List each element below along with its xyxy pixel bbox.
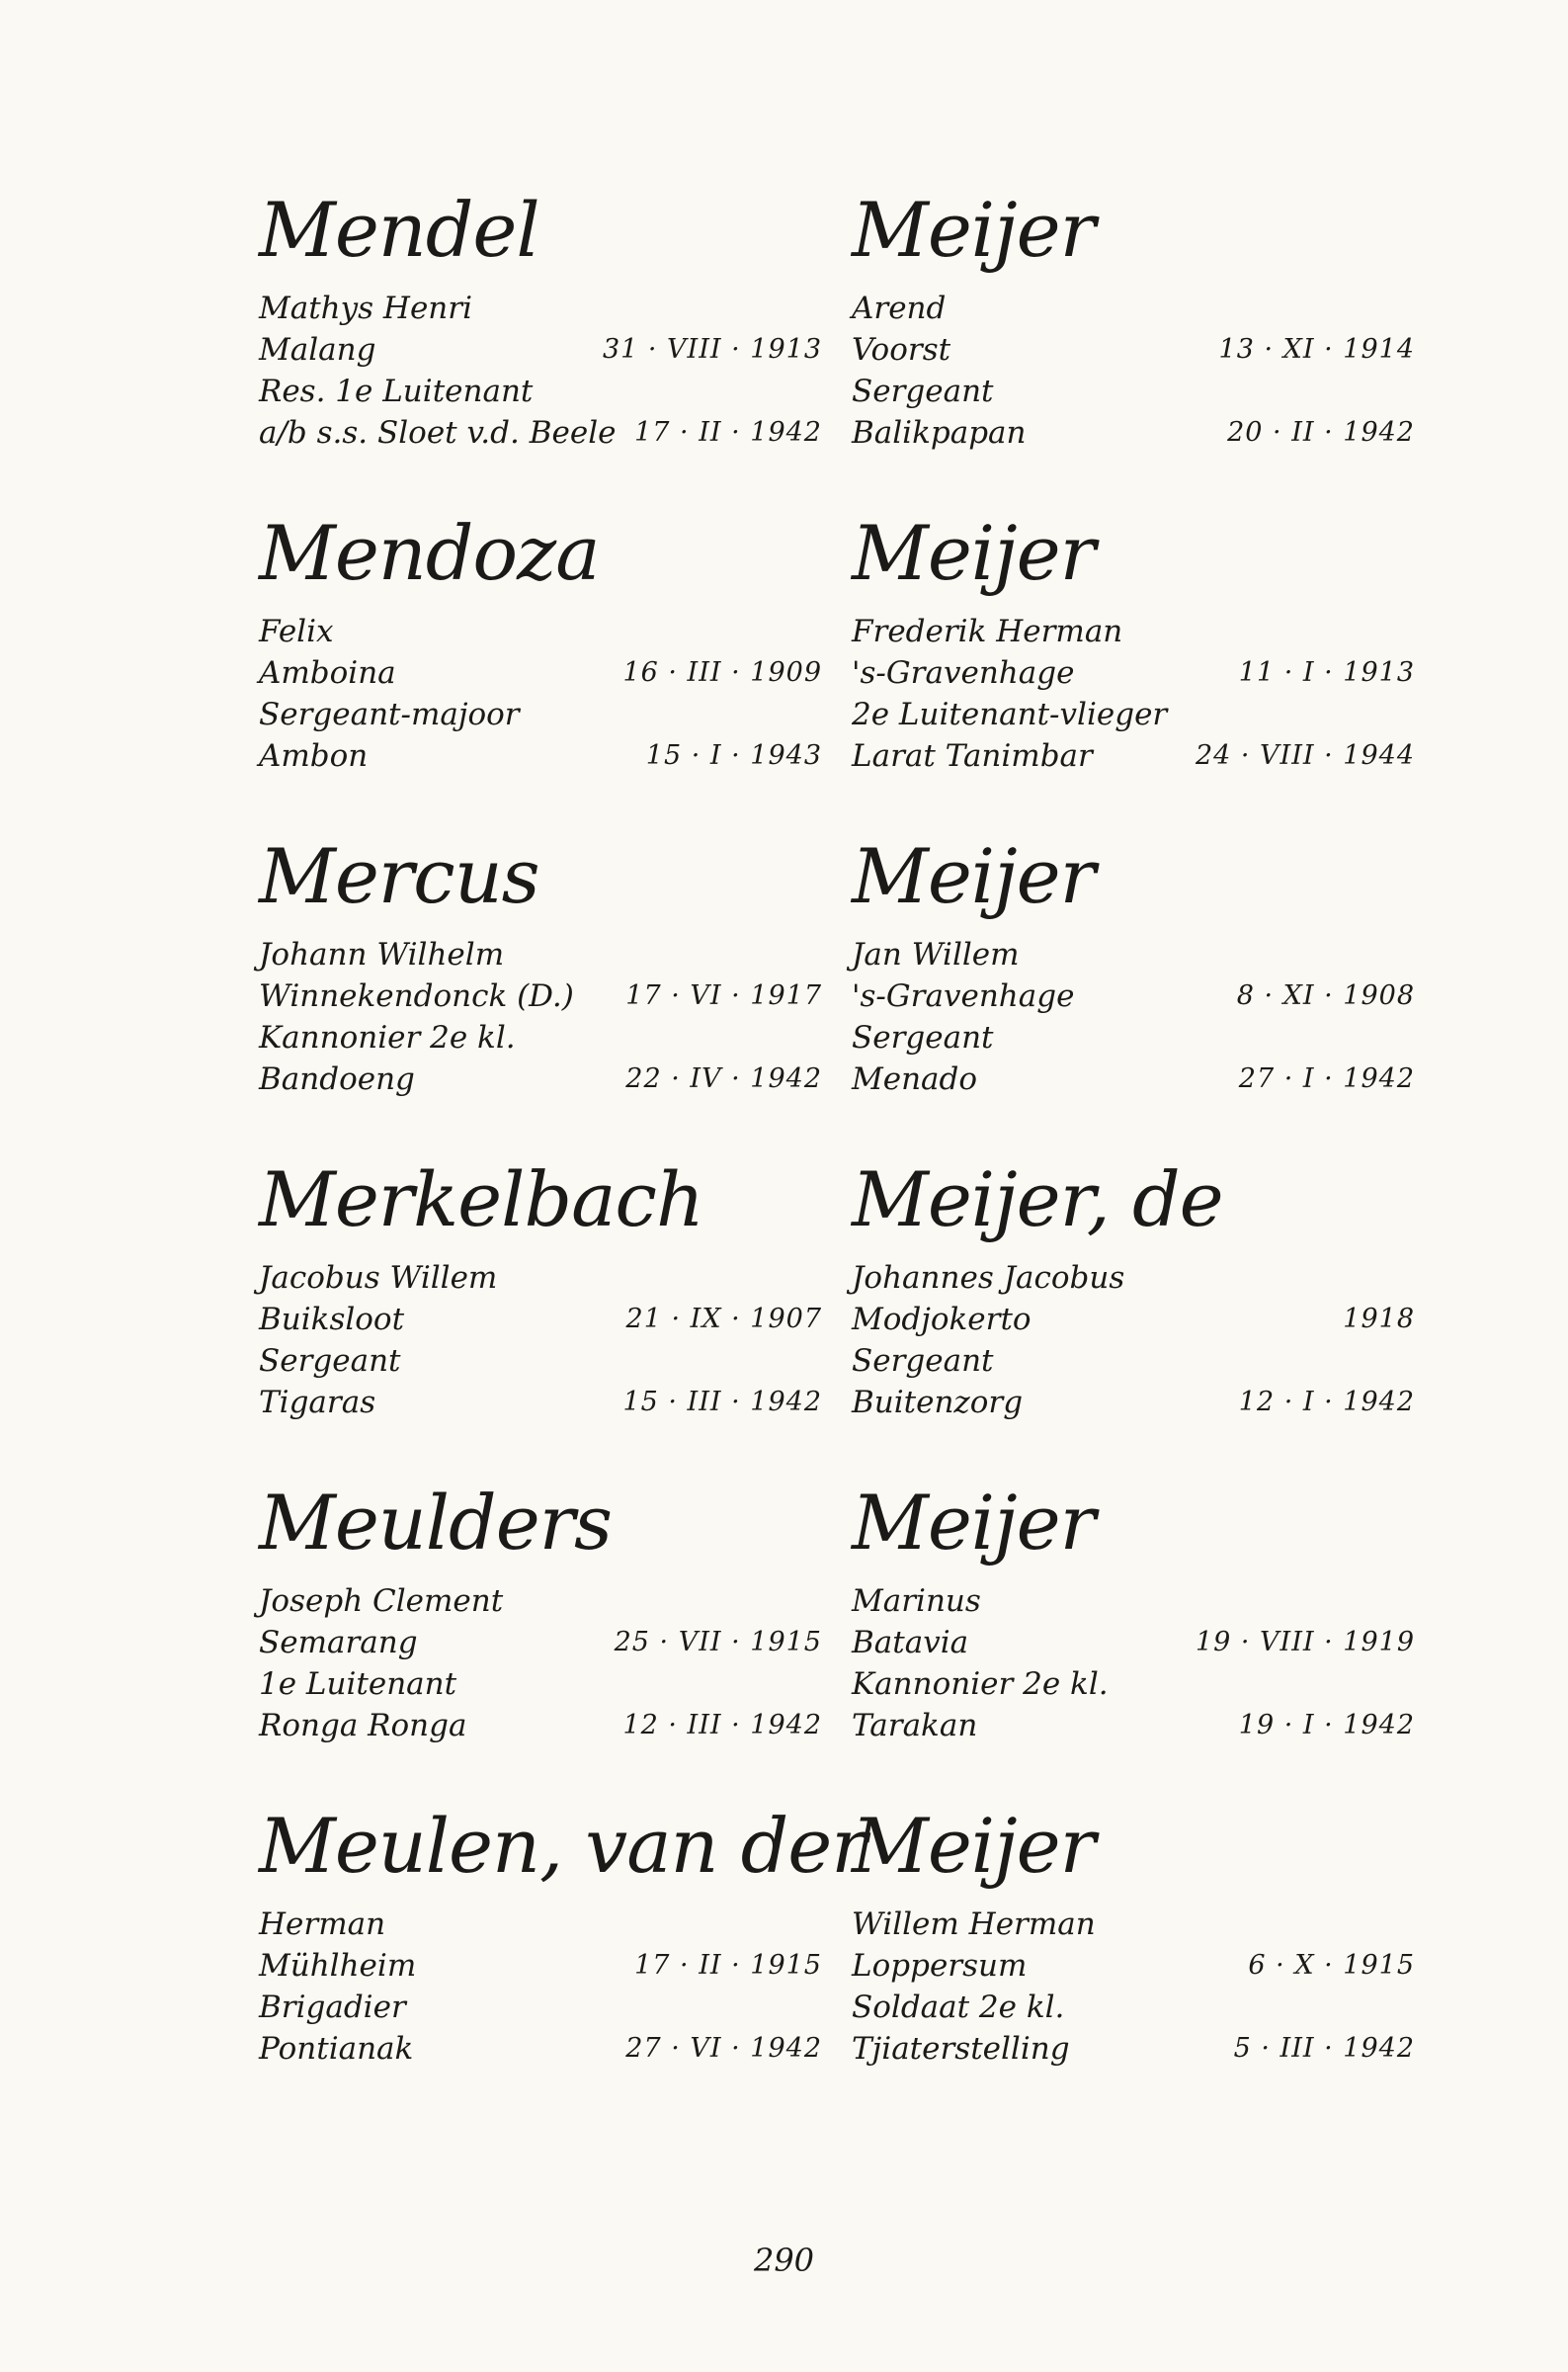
surname-heading: Meulen, van der [259, 1802, 867, 1890]
detail-date: 17 · II · 1915 [634, 1950, 822, 1981]
detail-date: 24 · VIII · 1944 [1195, 740, 1415, 771]
detail-line [259, 1299, 822, 1340]
detail-line [852, 934, 1415, 975]
surname-heading: Meijer [852, 1479, 1095, 1567]
detail-text: Marinus [852, 1583, 981, 1619]
detail-line [259, 288, 822, 329]
detail-text: Joseph Clement [259, 1583, 504, 1619]
detail-date: 6 · X · 1915 [1248, 1950, 1415, 1981]
right-column [852, 183, 1415, 2122]
detail-line [852, 1705, 1415, 1746]
detail-text: Sergeant [852, 1343, 994, 1379]
detail-line [259, 611, 822, 652]
detail-text: Sergeant-majoor [259, 697, 520, 732]
detail-line [852, 2028, 1415, 2070]
name-entry [259, 829, 822, 1152]
detail-text: Buiksloot [259, 1302, 405, 1337]
detail-text: Jacobus Willem [259, 1260, 498, 1296]
detail-text: Menado [852, 1061, 978, 1097]
detail-date: 27 · VI · 1942 [625, 2033, 822, 2064]
detail-text: Bandoeng [259, 1061, 415, 1097]
detail-line [259, 1705, 822, 1746]
detail-line [259, 1257, 822, 1299]
detail-text: Tarakan [852, 1708, 978, 1743]
entry-details [852, 934, 1415, 1100]
detail-text: Kannonier 2e kl. [852, 1666, 1109, 1702]
surname-heading: Mercus [259, 832, 539, 920]
detail-text: Larat Tanimbar [852, 738, 1093, 774]
detail-line [852, 1382, 1415, 1423]
detail-line [259, 975, 822, 1017]
entry-details [852, 1904, 1415, 2070]
detail-text: Arend [852, 291, 947, 326]
surname-heading: Mendel [259, 186, 539, 274]
detail-line [852, 1580, 1415, 1622]
name-entry [259, 183, 822, 506]
detail-text: Sergeant [259, 1343, 401, 1379]
entry-details [259, 288, 822, 454]
detail-date: 8 · XI · 1908 [1236, 980, 1415, 1011]
detail-text: Johann Wilhelm [259, 937, 505, 973]
detail-text: Res. 1e Luitenant [259, 374, 534, 409]
detail-text: Tigaras [259, 1385, 376, 1420]
detail-line [259, 1580, 822, 1622]
name-entry [259, 1799, 867, 2122]
detail-text: a/b s.s. Sloet v.d. Beele [259, 415, 617, 451]
detail-line [852, 611, 1415, 652]
detail-date: 27 · I · 1942 [1238, 1063, 1415, 1094]
detail-line [852, 412, 1415, 454]
detail-line [852, 1904, 1415, 1945]
surname-heading: Meijer [852, 186, 1095, 274]
entry-details [852, 1580, 1415, 1746]
detail-date: 1918 [1343, 1304, 1415, 1334]
detail-text: Ambon [259, 738, 369, 774]
detail-date: 22 · IV · 1942 [625, 1063, 822, 1094]
detail-line [259, 329, 822, 371]
detail-date: 12 · III · 1942 [622, 1710, 822, 1740]
detail-line [852, 1059, 1415, 1100]
detail-text: Soldaat 2e kl. [852, 1990, 1065, 2025]
detail-line [259, 371, 822, 412]
detail-line [852, 1340, 1415, 1382]
entry-details [852, 288, 1415, 454]
detail-line [852, 694, 1415, 735]
detail-line [259, 1663, 822, 1705]
detail-line [259, 735, 822, 777]
detail-date: 17 · II · 1942 [634, 417, 822, 448]
entry-details [259, 934, 822, 1100]
surname-heading: Merkelbach [259, 1155, 703, 1243]
surname-heading: Meulders [259, 1479, 613, 1567]
detail-text: Jan Willem [852, 937, 1020, 973]
detail-line [259, 1945, 822, 1987]
detail-line [852, 371, 1415, 412]
entry-details [259, 611, 822, 777]
detail-date: 19 · VIII · 1919 [1195, 1627, 1415, 1657]
detail-line [259, 1987, 822, 2028]
detail-line [259, 1382, 822, 1423]
detail-line [259, 1059, 822, 1100]
detail-date: 17 · VI · 1917 [625, 980, 822, 1011]
detail-date: 13 · XI · 1914 [1218, 334, 1415, 365]
name-entry [852, 183, 1415, 506]
detail-text: Amboina [259, 655, 396, 691]
name-entry [852, 1476, 1415, 1799]
detail-text: Loppersum [852, 1948, 1028, 1984]
surname-heading: Mendoza [259, 509, 600, 597]
name-entry [852, 1799, 1415, 2122]
name-entry [259, 1476, 822, 1799]
detail-text: Buitenzorg [852, 1385, 1024, 1420]
name-entry [259, 1152, 822, 1476]
entry-details [259, 1257, 822, 1423]
entry-details [852, 1257, 1415, 1423]
detail-line [259, 694, 822, 735]
detail-text: Sergeant [852, 374, 994, 409]
detail-line [852, 1987, 1415, 2028]
detail-text: Frederik Herman [852, 614, 1123, 649]
detail-text: Willem Herman [852, 1906, 1096, 1942]
detail-line [852, 288, 1415, 329]
detail-text: Batavia [852, 1625, 969, 1660]
detail-date: 16 · III · 1909 [622, 657, 822, 688]
detail-line [259, 412, 822, 454]
detail-text: Sergeant [852, 1020, 994, 1056]
detail-line [852, 1257, 1415, 1299]
detail-text: Winnekendonck (D.) [259, 978, 574, 1014]
detail-text: Brigadier [259, 1990, 406, 2025]
detail-text: Semarang [259, 1625, 418, 1660]
name-entry [259, 506, 822, 829]
name-entry [852, 829, 1415, 1152]
surname-heading: Meijer [852, 832, 1095, 920]
detail-line [259, 1017, 822, 1059]
detail-text: Felix [259, 614, 334, 649]
entry-details [852, 611, 1415, 777]
detail-text: Tjiaterstelling [852, 2031, 1070, 2067]
detail-text: Mühlheim [259, 1948, 417, 1984]
detail-text: Kannonier 2e kl. [259, 1020, 516, 1056]
entry-details [259, 1904, 822, 2070]
detail-date: 19 · I · 1942 [1238, 1710, 1415, 1740]
page-number: 290 [753, 2242, 815, 2279]
detail-text: Johannes Jacobus [852, 1260, 1125, 1296]
detail-line [259, 652, 822, 694]
detail-text: 's-Gravenhage [852, 978, 1075, 1014]
detail-text: Pontianak [259, 2031, 414, 2067]
detail-text: Balikpapan [852, 415, 1027, 451]
detail-line [852, 329, 1415, 371]
detail-date: 25 · VII · 1915 [614, 1627, 822, 1657]
name-entry [852, 506, 1415, 829]
detail-text: 's-Gravenhage [852, 655, 1075, 691]
detail-line [259, 934, 822, 975]
name-entry [852, 1152, 1415, 1476]
left-column [259, 183, 867, 2122]
detail-text: 2e Luitenant-vlieger [852, 697, 1168, 732]
detail-date: 31 · VIII · 1913 [602, 334, 822, 365]
detail-date: 11 · I · 1913 [1238, 657, 1415, 688]
detail-date: 15 · I · 1943 [645, 740, 822, 771]
detail-text: 1e Luitenant [259, 1666, 457, 1702]
detail-line [852, 1945, 1415, 1987]
surname-heading: Meijer, de [852, 1155, 1223, 1243]
detail-line [259, 1904, 822, 1945]
detail-line [852, 735, 1415, 777]
detail-line [852, 652, 1415, 694]
detail-line [852, 1299, 1415, 1340]
detail-text: Herman [259, 1906, 386, 1942]
detail-date: 15 · III · 1942 [622, 1387, 822, 1417]
detail-date: 20 · II · 1942 [1227, 417, 1415, 448]
detail-line [852, 975, 1415, 1017]
detail-line [852, 1017, 1415, 1059]
detail-date: 21 · IX · 1907 [625, 1304, 822, 1334]
detail-text: Voorst [852, 332, 951, 368]
detail-text: Modjokerto [852, 1302, 1032, 1337]
detail-text: Malang [259, 332, 376, 368]
detail-line [259, 1622, 822, 1663]
detail-line [259, 2028, 822, 2070]
detail-line [852, 1663, 1415, 1705]
detail-text: Mathys Henri [259, 291, 473, 326]
detail-text: Ronga Ronga [259, 1708, 467, 1743]
surname-heading: Meijer [852, 1802, 1095, 1890]
detail-date: 5 · III · 1942 [1233, 2033, 1415, 2064]
detail-date: 12 · I · 1942 [1238, 1387, 1415, 1417]
surname-heading: Meijer [852, 509, 1095, 597]
detail-line [259, 1340, 822, 1382]
entry-details [259, 1580, 822, 1746]
detail-line [852, 1622, 1415, 1663]
